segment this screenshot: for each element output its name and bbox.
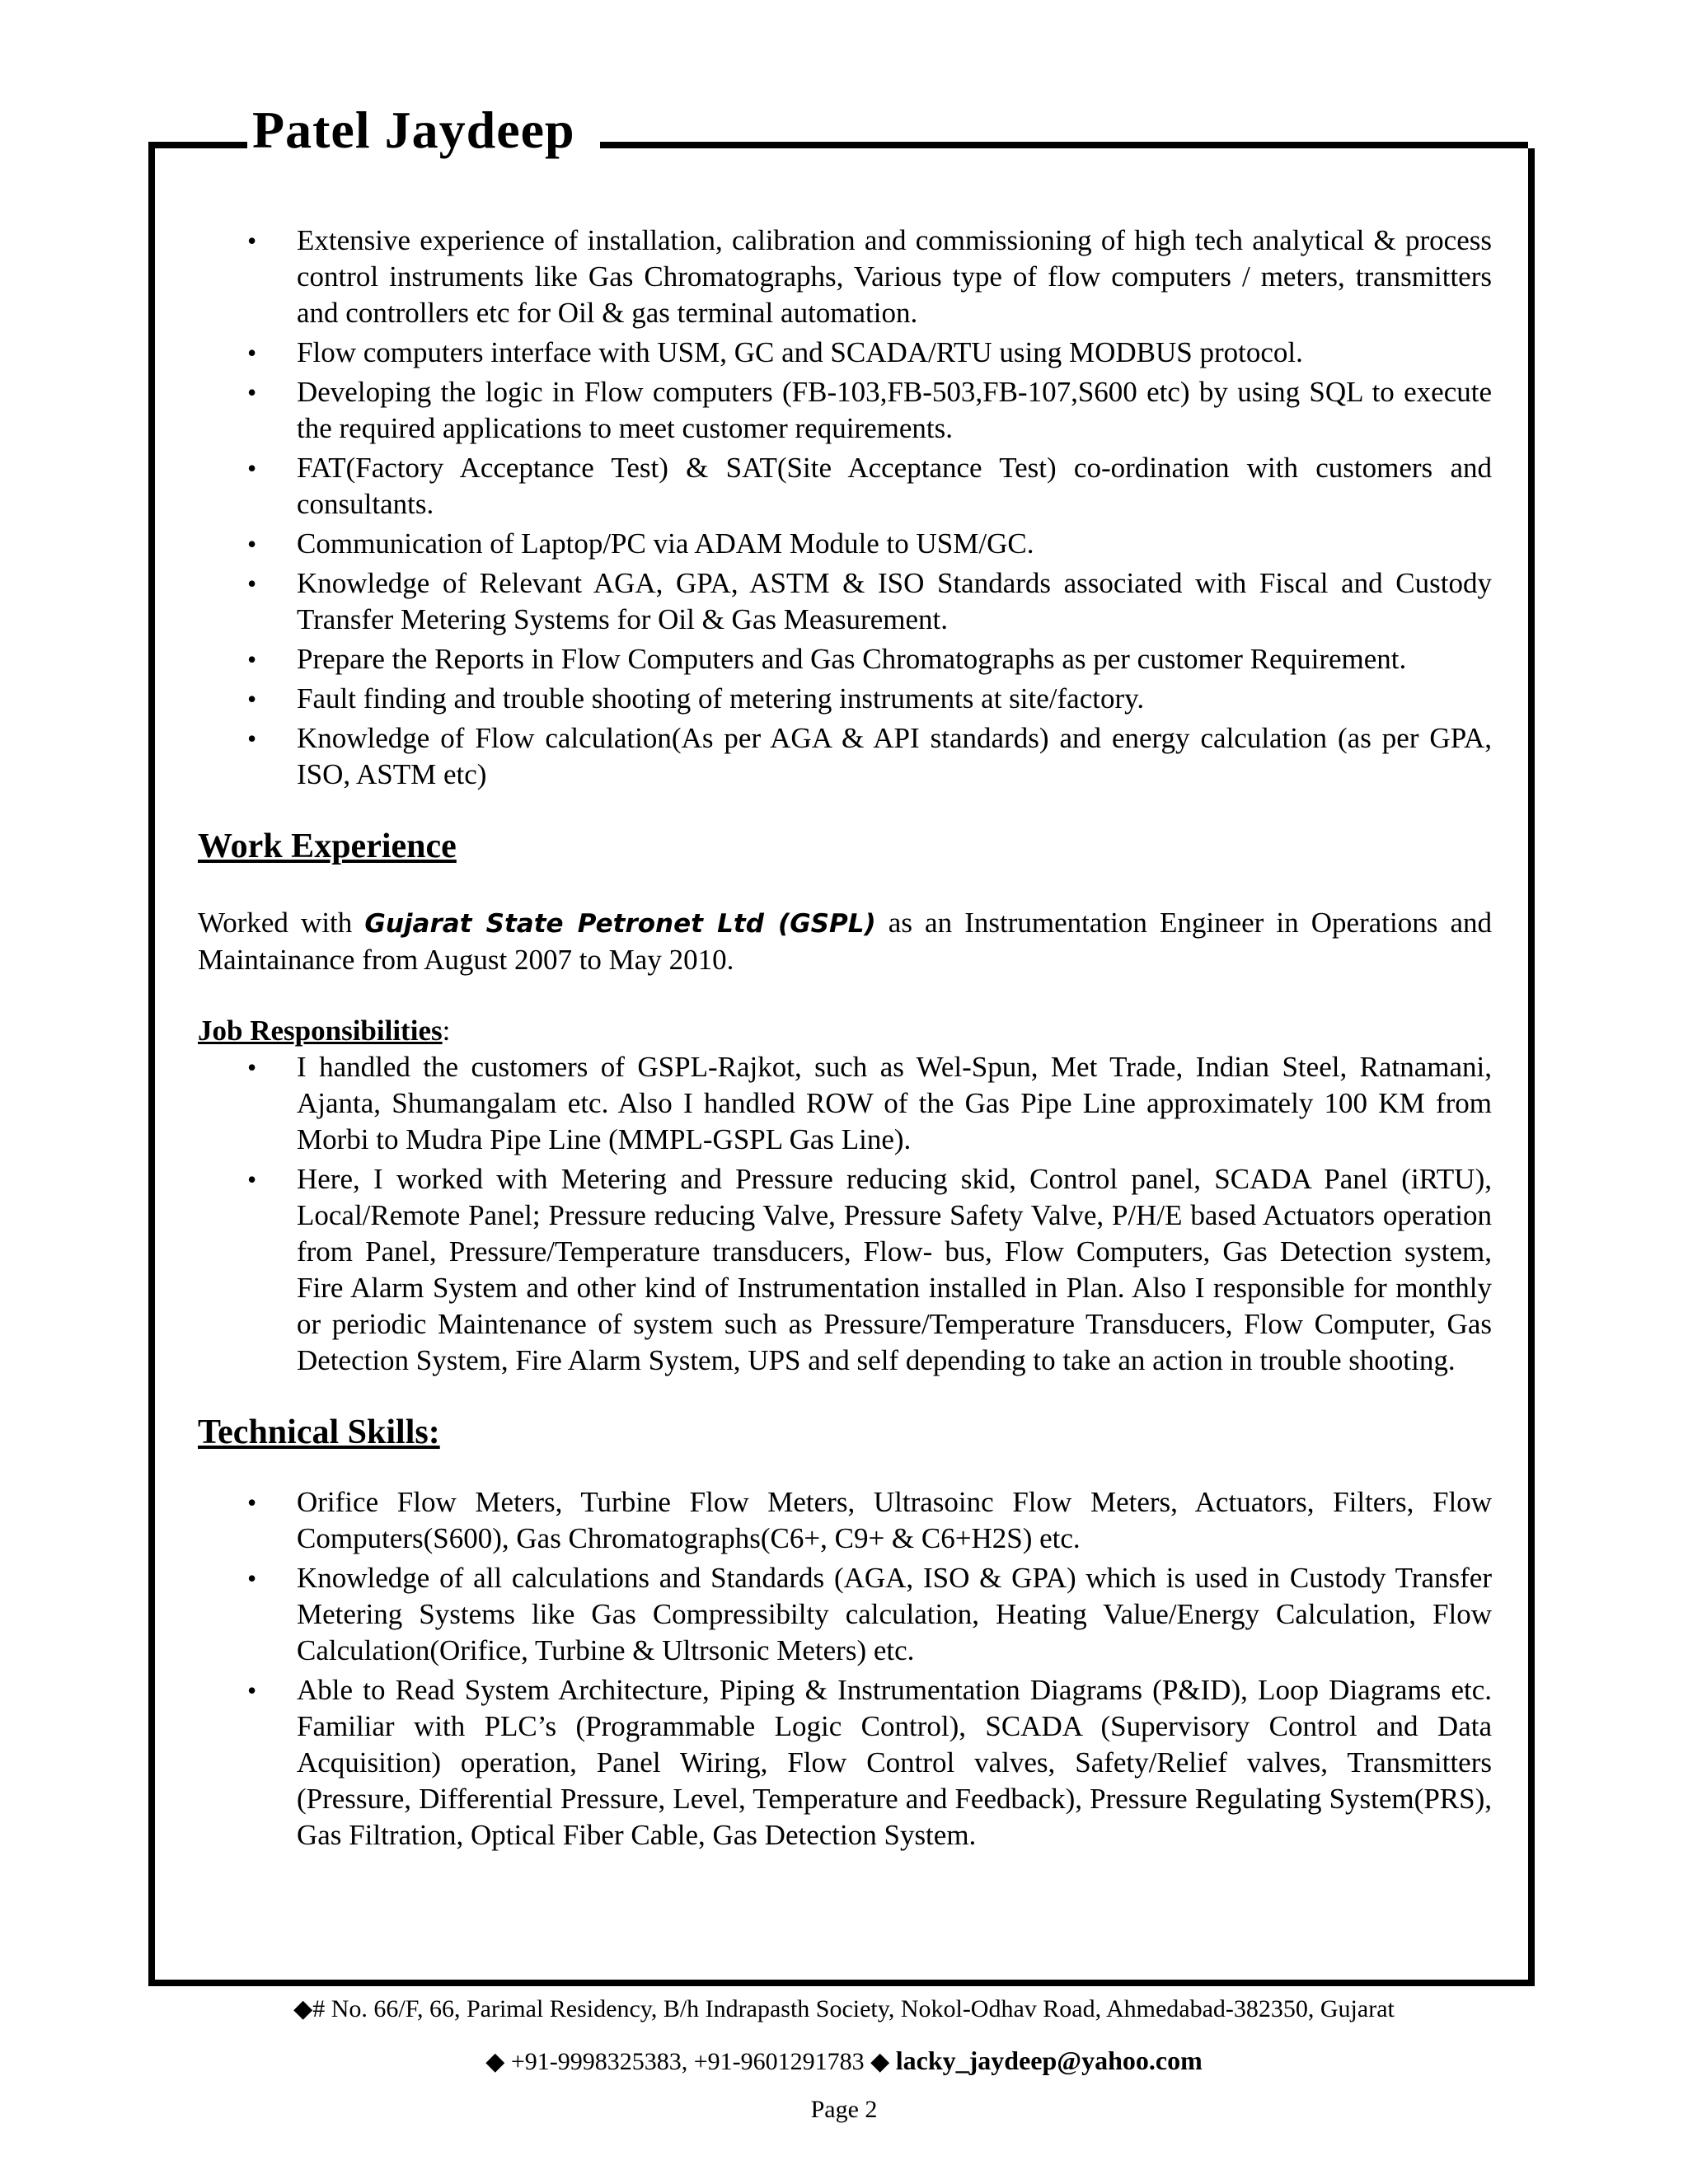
- bullet-icon: •: [247, 1488, 257, 1517]
- bullet-icon: •: [247, 1675, 257, 1705]
- summary-item-text: Flow computers interface with USM, GC and SCADA/RTU using MODBUS protocol.: [297, 336, 1303, 368]
- skill-item: [198, 1560, 1492, 1669]
- bullet-icon: •: [247, 338, 257, 368]
- bullet-icon: •: [247, 569, 257, 598]
- footer-contact-line: [0, 2044, 1688, 2079]
- footer-email[interactable]: lacky_jaydeep@yahoo.com: [895, 2046, 1203, 2075]
- footer-address: # No. 66/F, 66, Parimal Residency, B/h Indrapasth Society, Nokol-Odhav Road, Ahmedabad-382350, Gujarat: [312, 1995, 1395, 2022]
- summary-item-text: Developing the logic in Flow computers (FB-103,FB-503,FB-107,S600 etc) by using SQL to execute the required applications to meet customer requirements.: [297, 376, 1492, 444]
- resume-content: [198, 223, 1492, 1857]
- bullet-icon: •: [247, 1052, 257, 1082]
- job-responsibilities-colon: :: [442, 1015, 451, 1047]
- skill-item-text: Able to Read System Architecture, Piping & Instrumentation Diagrams (P&ID), Loop Diagrams etc. Familiar with PLC’s (Programmable Logic Control), SCADA (Supervisory Control and Data Acquisition) operation, Panel Wiring, Flow Control valves, Safety/Relief valves, Transmitters (Pressure, Differential Pressure, Level, Temperature and Feedback), Pressure Regulating System(PRS), Gas Filtration, Optical Fiber Cable, Gas Detection System.: [297, 1674, 1492, 1851]
- bullet-icon: •: [247, 684, 257, 714]
- skills-list: [198, 1484, 1492, 1854]
- skill-item: [198, 1672, 1492, 1854]
- footer-address-line: [0, 1993, 1688, 2026]
- skill-item-text: Knowledge of all calculations and Standards (AGA, ISO & GPA) which is used in Custody Transfer Metering Systems like Gas Compressibilty calculation, Heating Value/Energy Calculation, Flow Calculation(Orifice, Turbine & Ultrsonic Meters) etc.: [297, 1562, 1492, 1666]
- summary-item-text: Prepare the Reports in Flow Computers and Gas Chromatographs as per customer Requirement.: [297, 643, 1407, 675]
- responsibility-item-text: Here, I worked with Metering and Pressure reducing skid, Control panel, SCADA Panel (iRTU), Local/Remote Panel; Pressure reducing Valve, Pressure Safety Valve, P/H/E based Actuators operation from Panel, Pressure/Temperature transducers, Flow- bus, Flow Computers, Gas Detection system, Fire Alarm System and other kind of Instrumentation installed in Plan. Also I responsible for monthly or periodic Maintenance of system such as Pressure/Temperature Transducers, Flow Computer, Gas Detection System, Fire Alarm System, UPS and self depending to take an action in trouble shooting.: [297, 1163, 1492, 1376]
- summary-item: [198, 720, 1492, 793]
- intro-suffix: as an Instrumentation Engineer in Operations and Maintainance from August 2007 to May 2010.: [198, 907, 1492, 976]
- bullet-icon: •: [247, 377, 257, 407]
- bullet-icon: •: [247, 453, 257, 483]
- bullet-icon: •: [247, 1563, 257, 1593]
- responsibility-item: [198, 1049, 1492, 1158]
- summary-item: [198, 681, 1492, 717]
- skill-item-text: Orifice Flow Meters, Turbine Flow Meters, Ultrasoinc Flow Meters, Actuators, Filters, Flow Computers(S600), Gas Chromatographs(C6+, C9+ & C6+H2S) etc.: [297, 1486, 1492, 1554]
- bullet-icon: •: [247, 644, 257, 674]
- responsibility-item-text: I handled the customers of GSPL-Rajkot, such as Wel-Spun, Met Trade, Indian Steel, Ratnamani, Ajanta, Shumangalam etc. Also I handled ROW of the Gas Pipe Line approximately 100 KM from Morbi to Mudra Pipe Line (MMPL-GSPL Gas Line).: [297, 1051, 1492, 1155]
- summary-item-text: FAT(Factory Acceptance Test) & SAT(Site Acceptance Test) co-ordination with customers and consultants.: [297, 452, 1492, 520]
- technical-skills-heading: Technical Skills:: [198, 1413, 440, 1451]
- intro-prefix: Worked with: [198, 907, 365, 939]
- summary-item-text: Knowledge of Relevant AGA, GPA, ASTM & ISO Standards associated with Fiscal and Custody Transfer Metering Systems for Oil & Gas Measurement.: [297, 567, 1492, 635]
- summary-list: [198, 223, 1492, 793]
- responsibilities-list: [198, 1049, 1492, 1379]
- job-responsibilities-heading: [198, 1013, 1492, 1049]
- bullet-icon: •: [247, 529, 257, 559]
- summary-item-text: Communication of Laptop/PC via ADAM Module to USM/GC.: [297, 527, 1034, 560]
- summary-item: [198, 450, 1492, 523]
- frame-top-line-right: [600, 142, 1528, 148]
- work-experience-intro: [198, 905, 1492, 978]
- diamond-icon: ◆: [870, 2048, 890, 2075]
- summary-item: [198, 335, 1492, 371]
- summary-item: [198, 223, 1492, 331]
- company-name: Gujarat State Petronet Ltd (GSPL): [364, 909, 876, 939]
- summary-item-text: Knowledge of Flow calculation(As per AGA & API standards) and energy calculation (as per GPA, ISO, ASTM etc): [297, 722, 1492, 790]
- bullet-icon: •: [247, 226, 257, 255]
- summary-item-text: Extensive experience of installation, calibration and commissioning of high tech analytical & process control instruments like Gas Chromatographs, Various type of flow computers / meters, transmitters and controllers etc for Oil & gas terminal automation.: [297, 224, 1492, 329]
- bullet-icon: •: [247, 1165, 257, 1194]
- page-number: Page 2: [810, 2096, 878, 2123]
- responsibility-item: [198, 1161, 1492, 1379]
- skill-item: [198, 1484, 1492, 1557]
- diamond-icon: ◆: [293, 1995, 313, 2022]
- summary-item-text: Fault finding and trouble shooting of metering instruments at site/factory.: [297, 682, 1145, 715]
- summary-item: [198, 641, 1492, 677]
- diamond-icon: ◆: [485, 2048, 505, 2075]
- frame-top-line-left: [148, 142, 247, 148]
- summary-item: [198, 374, 1492, 447]
- bullet-icon: •: [247, 724, 257, 753]
- summary-item: [198, 565, 1492, 638]
- candidate-name: Patel Jaydeep: [252, 101, 575, 159]
- summary-item: [198, 526, 1492, 562]
- job-responsibilities-title: Job Responsibilities: [198, 1015, 443, 1047]
- footer-phones: +91-9998325383, +91-9601291783: [510, 2048, 865, 2075]
- work-experience-heading: Work Experience: [198, 827, 457, 865]
